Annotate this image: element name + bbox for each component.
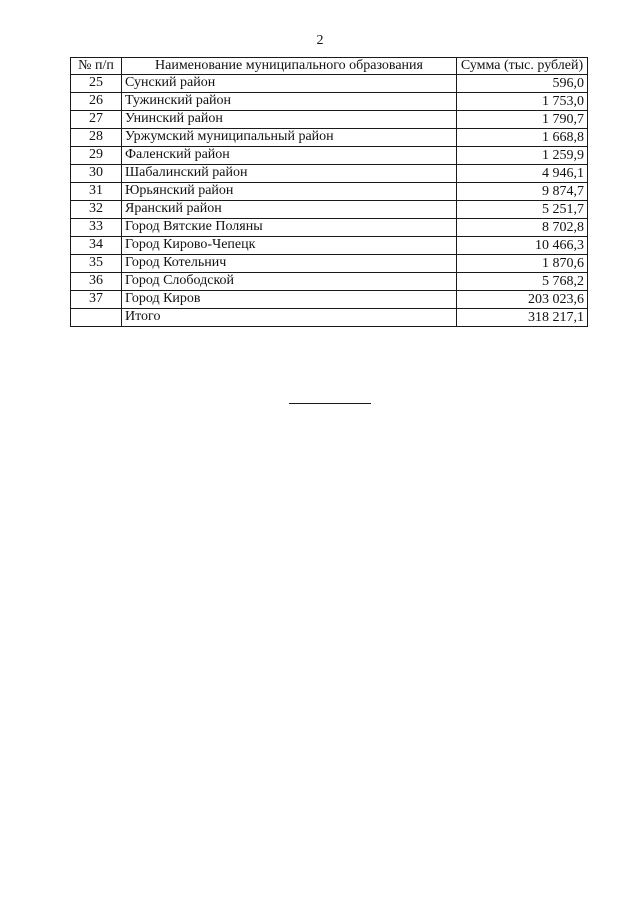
row-sum: 203 023,6: [457, 291, 588, 309]
row-sum: 4 946,1: [457, 165, 588, 183]
row-sum: 1 790,7: [457, 111, 588, 129]
table-row: [71, 129, 588, 147]
row-name: Сунский район: [122, 75, 457, 93]
table-row: [71, 165, 588, 183]
table-row: [71, 219, 588, 237]
row-number: 31: [71, 183, 122, 201]
row-number: 36: [71, 273, 122, 291]
row-name: Шабалинский район: [122, 165, 457, 183]
row-name: Фаленский район: [122, 147, 457, 165]
row-name: Город Кирово-Чепецк: [122, 237, 457, 255]
row-sum: 10 466,3: [457, 237, 588, 255]
row-sum: 9 874,7: [457, 183, 588, 201]
header-municipality: Наименование муниципального образования: [122, 58, 457, 75]
table-row: [71, 291, 588, 309]
row-number: 32: [71, 201, 122, 219]
row-sum: 8 702,8: [457, 219, 588, 237]
row-number: 29: [71, 147, 122, 165]
table-row: [71, 255, 588, 273]
row-number: 34: [71, 237, 122, 255]
total-sum: 318 217,1: [457, 309, 588, 327]
row-number: 26: [71, 93, 122, 111]
table-row: [71, 111, 588, 129]
table-row: [71, 93, 588, 111]
row-sum: 1 668,8: [457, 129, 588, 147]
table-row: [71, 147, 588, 165]
row-name: Уржумский муниципальный район: [122, 129, 457, 147]
header-number: № п/п: [71, 58, 122, 75]
row-number: 33: [71, 219, 122, 237]
table-row: [71, 237, 588, 255]
row-sum: 596,0: [457, 75, 588, 93]
row-number: 35: [71, 255, 122, 273]
row-name: Тужинский район: [122, 93, 457, 111]
table-row: [71, 201, 588, 219]
row-name: Город Слободской: [122, 273, 457, 291]
row-number: 27: [71, 111, 122, 129]
row-number: 25: [71, 75, 122, 93]
row-sum: 1 753,0: [457, 93, 588, 111]
row-name: Яранский район: [122, 201, 457, 219]
table-row: [71, 273, 588, 291]
closing-rule: [289, 403, 371, 404]
total-row: [71, 309, 588, 327]
total-label: Итого: [122, 309, 457, 327]
row-name: Город Киров: [122, 291, 457, 309]
row-sum: 5 251,7: [457, 201, 588, 219]
row-sum: 1 870,6: [457, 255, 588, 273]
row-name: Юрьянский район: [122, 183, 457, 201]
budget-table: [70, 57, 588, 327]
table-row: [71, 75, 588, 93]
page-number: 2: [316, 33, 324, 48]
row-number: 30: [71, 165, 122, 183]
row-number: 28: [71, 129, 122, 147]
row-sum: 5 768,2: [457, 273, 588, 291]
total-number-cell: [71, 309, 122, 327]
row-name: Город Котельнич: [122, 255, 457, 273]
table-header-row: [71, 58, 588, 75]
row-name: Унинский район: [122, 111, 457, 129]
header-sum: Сумма (тыс. рублей): [457, 58, 588, 75]
table-row: [71, 183, 588, 201]
row-name: Город Вятские Поляны: [122, 219, 457, 237]
row-number: 37: [71, 291, 122, 309]
row-sum: 1 259,9: [457, 147, 588, 165]
